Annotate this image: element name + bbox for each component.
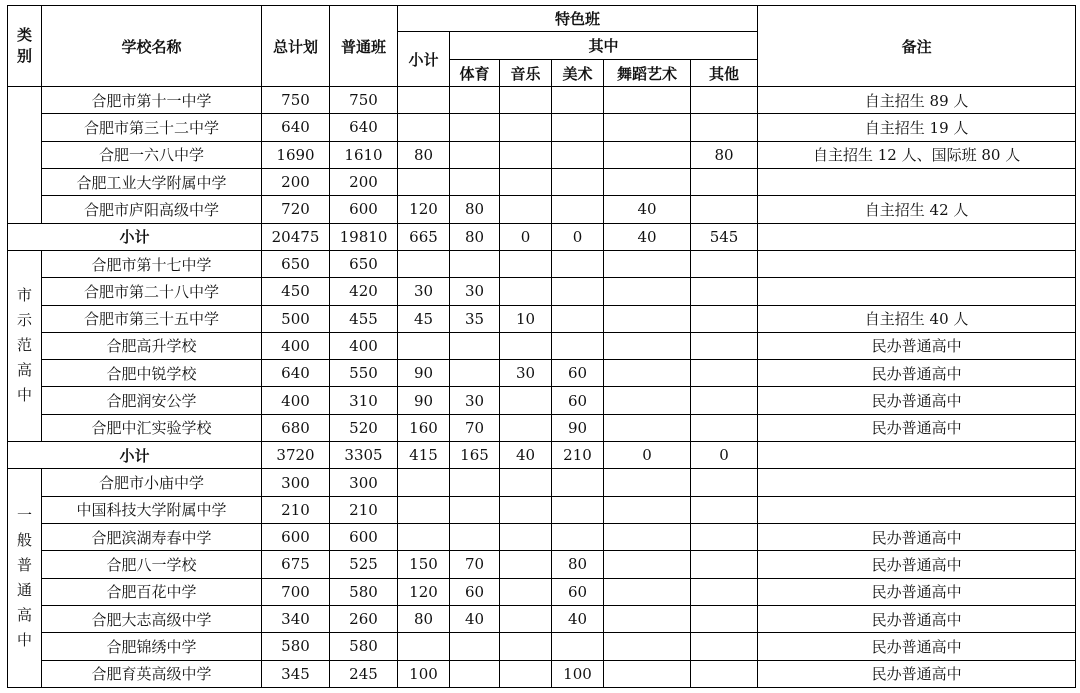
other-cell	[691, 278, 758, 305]
remark-cell: 民办普通高中	[758, 360, 1076, 387]
other-cell	[691, 660, 758, 687]
art-cell: 60	[552, 387, 604, 414]
total-cell: 450	[262, 278, 330, 305]
regular-cell: 525	[330, 551, 398, 578]
regular-cell: 245	[330, 660, 398, 687]
subtotal-total-cell: 3720	[262, 442, 330, 469]
art-cell	[552, 168, 604, 195]
subtotal-music-cell: 40	[500, 442, 552, 469]
regular-cell: 400	[330, 332, 398, 359]
remark-cell: 自主招生 40 人	[758, 305, 1076, 332]
table-body	[8, 87, 1076, 688]
total-cell: 500	[262, 305, 330, 332]
regular-cell: 580	[330, 633, 398, 660]
sports-cell	[450, 360, 500, 387]
table-row	[8, 360, 1076, 387]
school-name-cell: 合肥市第三十二中学	[42, 114, 262, 141]
subtotal-regular-cell: 19810	[330, 223, 398, 250]
sports-cell: 60	[450, 578, 500, 605]
sub-cell: 45	[398, 305, 450, 332]
table-row	[8, 605, 1076, 632]
school-name-cell: 合肥市第二十八中学	[42, 278, 262, 305]
art-cell	[552, 278, 604, 305]
school-name-cell: 合肥市第十一中学	[42, 87, 262, 114]
music-cell	[500, 278, 552, 305]
regular-cell: 310	[330, 387, 398, 414]
header-other: 其他	[691, 60, 758, 87]
remark-cell	[758, 250, 1076, 277]
art-cell: 90	[552, 414, 604, 441]
category-label: 一般普通高中	[16, 506, 32, 650]
sports-cell	[450, 633, 500, 660]
sub-cell	[398, 332, 450, 359]
dance-cell	[604, 278, 691, 305]
dance-cell	[604, 633, 691, 660]
dance-cell	[604, 305, 691, 332]
sub-cell: 150	[398, 551, 450, 578]
header-art: 美术	[552, 60, 604, 87]
school-name-cell: 合肥市小庙中学	[42, 469, 262, 496]
dance-cell	[604, 250, 691, 277]
school-name-cell: 合肥育英高级中学	[42, 660, 262, 687]
other-cell	[691, 305, 758, 332]
other-cell	[691, 114, 758, 141]
dance-cell	[604, 87, 691, 114]
remark-cell: 自主招生 12 人、国际班 80 人	[758, 141, 1076, 168]
subtotal-sports-cell: 80	[450, 223, 500, 250]
music-cell	[500, 141, 552, 168]
header-total: 总计划	[262, 6, 330, 87]
dance-cell	[604, 360, 691, 387]
dance-cell	[604, 387, 691, 414]
school-name-cell: 合肥中汇实验学校	[42, 414, 262, 441]
total-cell: 720	[262, 196, 330, 223]
sub-cell: 90	[398, 387, 450, 414]
other-cell	[691, 332, 758, 359]
music-cell: 10	[500, 305, 552, 332]
sub-cell: 80	[398, 141, 450, 168]
table-row	[8, 114, 1076, 141]
dance-cell	[604, 141, 691, 168]
art-cell	[552, 633, 604, 660]
art-cell: 80	[552, 551, 604, 578]
sub-cell	[398, 469, 450, 496]
total-cell: 640	[262, 114, 330, 141]
dance-cell	[604, 551, 691, 578]
total-cell: 300	[262, 469, 330, 496]
art-cell	[552, 469, 604, 496]
table-row	[8, 168, 1076, 195]
dance-cell	[604, 114, 691, 141]
dance-cell	[604, 660, 691, 687]
music-cell	[500, 524, 552, 551]
regular-cell: 420	[330, 278, 398, 305]
school-name-cell: 合肥润安公学	[42, 387, 262, 414]
category-cell	[8, 87, 42, 224]
school-name-cell: 合肥工业大学附属中学	[42, 168, 262, 195]
regular-cell: 260	[330, 605, 398, 632]
art-cell	[552, 114, 604, 141]
art-cell: 60	[552, 360, 604, 387]
total-cell: 345	[262, 660, 330, 687]
subtotal-dance-cell: 0	[604, 442, 691, 469]
subtotal-art-cell: 210	[552, 442, 604, 469]
sports-cell	[450, 141, 500, 168]
art-cell: 60	[552, 578, 604, 605]
total-cell: 640	[262, 360, 330, 387]
table-row	[8, 414, 1076, 441]
art-cell: 100	[552, 660, 604, 687]
art-cell	[552, 141, 604, 168]
regular-cell: 750	[330, 87, 398, 114]
other-cell	[691, 87, 758, 114]
subtotal-sports-cell: 165	[450, 442, 500, 469]
remark-cell: 自主招生 42 人	[758, 196, 1076, 223]
other-cell	[691, 196, 758, 223]
total-cell: 400	[262, 387, 330, 414]
remark-cell: 民办普通高中	[758, 387, 1076, 414]
sports-cell: 80	[450, 196, 500, 223]
art-cell	[552, 305, 604, 332]
sports-cell	[450, 660, 500, 687]
regular-cell: 210	[330, 496, 398, 523]
dance-cell	[604, 524, 691, 551]
remark-cell: 民办普通高中	[758, 524, 1076, 551]
total-cell: 650	[262, 250, 330, 277]
dance-cell	[604, 605, 691, 632]
sub-cell	[398, 524, 450, 551]
art-cell: 40	[552, 605, 604, 632]
dance-cell	[604, 496, 691, 523]
regular-cell: 650	[330, 250, 398, 277]
subtotal-total-cell: 20475	[262, 223, 330, 250]
dance-cell	[604, 168, 691, 195]
sports-cell: 30	[450, 387, 500, 414]
music-cell	[500, 414, 552, 441]
header-special: 特色班	[398, 6, 758, 32]
subtotal-other-cell: 0	[691, 442, 758, 469]
school-name-cell: 合肥高升学校	[42, 332, 262, 359]
total-cell: 1690	[262, 141, 330, 168]
regular-cell: 1610	[330, 141, 398, 168]
regular-cell: 640	[330, 114, 398, 141]
other-cell	[691, 524, 758, 551]
other-cell	[691, 387, 758, 414]
sports-cell	[450, 250, 500, 277]
header-category: 类别	[8, 6, 42, 87]
total-cell: 210	[262, 496, 330, 523]
dance-cell	[604, 414, 691, 441]
music-cell	[500, 250, 552, 277]
music-cell	[500, 633, 552, 660]
remark-cell	[758, 278, 1076, 305]
school-name-cell: 合肥百花中学	[42, 578, 262, 605]
subtotal-sub-cell: 665	[398, 223, 450, 250]
regular-cell: 455	[330, 305, 398, 332]
remark-cell: 自主招生 89 人	[758, 87, 1076, 114]
sports-cell	[450, 524, 500, 551]
table-row	[8, 87, 1076, 114]
remark-cell	[758, 168, 1076, 195]
music-cell	[500, 660, 552, 687]
header-regular: 普通班	[330, 6, 398, 87]
art-cell	[552, 250, 604, 277]
regular-cell: 550	[330, 360, 398, 387]
other-cell	[691, 496, 758, 523]
music-cell	[500, 387, 552, 414]
category-cell	[8, 250, 42, 441]
dance-cell	[604, 332, 691, 359]
music-cell	[500, 168, 552, 195]
sub-cell	[398, 114, 450, 141]
regular-cell: 600	[330, 524, 398, 551]
other-cell	[691, 578, 758, 605]
sub-cell	[398, 250, 450, 277]
music-cell	[500, 605, 552, 632]
music-cell	[500, 469, 552, 496]
remark-cell: 民办普通高中	[758, 605, 1076, 632]
art-cell	[552, 332, 604, 359]
header-among: 其中	[450, 32, 758, 60]
regular-cell: 200	[330, 168, 398, 195]
music-cell	[500, 496, 552, 523]
total-cell: 580	[262, 633, 330, 660]
subtotal-row	[8, 442, 1076, 469]
sports-cell: 30	[450, 278, 500, 305]
regular-cell: 300	[330, 469, 398, 496]
school-name-cell: 合肥中锐学校	[42, 360, 262, 387]
total-cell: 340	[262, 605, 330, 632]
school-name-cell: 合肥锦绣中学	[42, 633, 262, 660]
header-dance: 舞蹈艺术	[604, 60, 691, 87]
category-cell	[8, 469, 42, 688]
table-row	[8, 496, 1076, 523]
sports-cell	[450, 168, 500, 195]
school-name-cell: 合肥一六八中学	[42, 141, 262, 168]
music-cell: 30	[500, 360, 552, 387]
table-row	[8, 578, 1076, 605]
sports-cell: 40	[450, 605, 500, 632]
table-row	[8, 332, 1076, 359]
total-cell: 700	[262, 578, 330, 605]
table-header	[8, 6, 1076, 87]
music-cell	[500, 332, 552, 359]
table-row	[8, 660, 1076, 687]
total-cell: 750	[262, 87, 330, 114]
sports-cell	[450, 87, 500, 114]
art-cell	[552, 496, 604, 523]
school-name-cell: 合肥八一学校	[42, 551, 262, 578]
table-row	[8, 387, 1076, 414]
header-sports: 体育	[450, 60, 500, 87]
total-cell: 200	[262, 168, 330, 195]
art-cell	[552, 524, 604, 551]
header-music: 音乐	[500, 60, 552, 87]
table-row	[8, 305, 1076, 332]
remark-cell: 民办普通高中	[758, 633, 1076, 660]
remark-cell: 民办普通高中	[758, 660, 1076, 687]
total-cell: 400	[262, 332, 330, 359]
header-subtotal: 小计	[398, 32, 450, 87]
subtotal-remark-cell	[758, 223, 1076, 250]
table-row	[8, 196, 1076, 223]
regular-cell: 600	[330, 196, 398, 223]
subtotal-regular-cell: 3305	[330, 442, 398, 469]
sub-cell: 90	[398, 360, 450, 387]
total-cell: 680	[262, 414, 330, 441]
subtotal-dance-cell: 40	[604, 223, 691, 250]
other-cell	[691, 605, 758, 632]
table-row	[8, 524, 1076, 551]
enrollment-plan-table	[7, 5, 1076, 688]
sub-cell: 100	[398, 660, 450, 687]
sub-cell: 120	[398, 196, 450, 223]
remark-cell: 民办普通高中	[758, 414, 1076, 441]
sub-cell	[398, 496, 450, 523]
regular-cell: 520	[330, 414, 398, 441]
sports-cell	[450, 114, 500, 141]
table-row	[8, 250, 1076, 277]
school-name-cell: 合肥市第十七中学	[42, 250, 262, 277]
subtotal-music-cell: 0	[500, 223, 552, 250]
music-cell	[500, 196, 552, 223]
sub-cell: 120	[398, 578, 450, 605]
category-label: 市示范高中	[16, 286, 32, 405]
other-cell	[691, 414, 758, 441]
dance-cell	[604, 469, 691, 496]
subtotal-label: 小计	[8, 442, 262, 469]
remark-cell	[758, 469, 1076, 496]
school-name-cell: 合肥市第三十五中学	[42, 305, 262, 332]
sports-cell: 70	[450, 551, 500, 578]
dance-cell: 40	[604, 196, 691, 223]
subtotal-label: 小计	[8, 223, 262, 250]
total-cell: 675	[262, 551, 330, 578]
subtotal-art-cell: 0	[552, 223, 604, 250]
table-row	[8, 141, 1076, 168]
total-cell: 600	[262, 524, 330, 551]
music-cell	[500, 114, 552, 141]
sub-cell	[398, 633, 450, 660]
header-school: 学校名称	[42, 6, 262, 87]
subtotal-sub-cell: 415	[398, 442, 450, 469]
music-cell	[500, 87, 552, 114]
sports-cell	[450, 332, 500, 359]
music-cell	[500, 551, 552, 578]
school-name-cell: 合肥大志高级中学	[42, 605, 262, 632]
music-cell	[500, 578, 552, 605]
sub-cell	[398, 168, 450, 195]
remark-cell: 民办普通高中	[758, 332, 1076, 359]
remark-cell: 民办普通高中	[758, 551, 1076, 578]
subtotal-row	[8, 223, 1076, 250]
table-row	[8, 551, 1076, 578]
other-cell	[691, 633, 758, 660]
art-cell	[552, 196, 604, 223]
remark-cell: 民办普通高中	[758, 578, 1076, 605]
table-row	[8, 278, 1076, 305]
header-remarks: 备注	[758, 6, 1076, 87]
table-row	[8, 633, 1076, 660]
remark-cell	[758, 496, 1076, 523]
sports-cell	[450, 469, 500, 496]
remark-cell: 自主招生 19 人	[758, 114, 1076, 141]
school-name-cell: 合肥滨湖寿春中学	[42, 524, 262, 551]
subtotal-other-cell: 545	[691, 223, 758, 250]
other-cell	[691, 250, 758, 277]
other-cell	[691, 551, 758, 578]
other-cell	[691, 469, 758, 496]
sports-cell	[450, 496, 500, 523]
other-cell: 80	[691, 141, 758, 168]
dance-cell	[604, 578, 691, 605]
sub-cell: 160	[398, 414, 450, 441]
table-row	[8, 469, 1076, 496]
sub-cell: 80	[398, 605, 450, 632]
sports-cell: 35	[450, 305, 500, 332]
sub-cell	[398, 87, 450, 114]
other-cell	[691, 168, 758, 195]
school-name-cell: 中国科技大学附属中学	[42, 496, 262, 523]
regular-cell: 580	[330, 578, 398, 605]
subtotal-remark-cell	[758, 442, 1076, 469]
school-name-cell: 合肥市庐阳高级中学	[42, 196, 262, 223]
other-cell	[691, 360, 758, 387]
sports-cell: 70	[450, 414, 500, 441]
art-cell	[552, 87, 604, 114]
sub-cell: 30	[398, 278, 450, 305]
